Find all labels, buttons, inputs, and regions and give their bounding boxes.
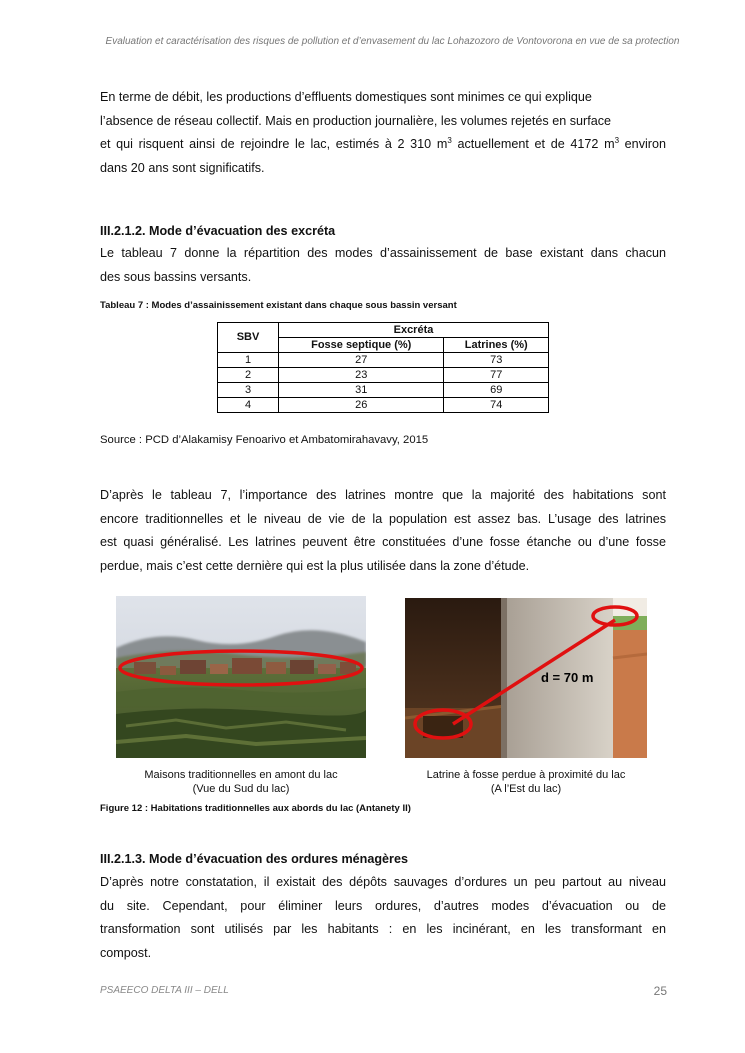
cell-latrines: 74	[444, 398, 549, 413]
paragraph-ordures	[100, 871, 666, 965]
paragraph-table-intro	[100, 242, 666, 289]
table-row	[218, 353, 549, 368]
excreta-table	[217, 322, 549, 413]
table-source: Source : PCD d’Alakamisy Fenoarivo et Ambatomirahavavy, 2015	[100, 434, 429, 446]
right-photo-caption: Latrine à fosse perdue à proximité du lac (A l’Est du lac)	[426, 769, 626, 795]
para-line: Le tableau 7 donne la répartition des modes d’assainissement de base existant dans chacun	[100, 246, 666, 260]
paragraph-latrines	[100, 484, 666, 578]
distance-label: d = 70 m	[541, 670, 594, 685]
cell-latrines: 73	[444, 353, 549, 368]
para-line: des sous bassins versants.	[100, 269, 252, 284]
header-fosse: Fosse septique (%)	[279, 338, 444, 353]
photo-traditional-houses	[116, 596, 366, 758]
para-line: du site. Cependant, pour éliminer leurs ordures, d’autres modes d’évacuation ou de	[100, 898, 666, 913]
paragraph-effluents	[100, 86, 666, 180]
page-number: 25	[653, 984, 667, 998]
table-row	[218, 368, 549, 383]
cell-sbv: 3	[218, 383, 279, 398]
left-photo-caption: Maisons traditionnelles en amont du lac (Vue du Sud du lac)	[144, 769, 338, 795]
para-line: compost.	[100, 945, 152, 960]
photo-latrine	[405, 598, 647, 758]
cell-fosse: 31	[279, 383, 444, 398]
cell-sbv: 1	[218, 353, 279, 368]
para-line: D’après le tableau 7, l’importance des latrines montre que la majorité des habitations sont	[100, 488, 666, 502]
para-line: perdue, mais c’est cette dernière qui est la plus utilisée dans la zone d’étude.	[100, 558, 530, 573]
para-line: En terme de débit, les productions d’effluents domestiques sont minimes ce qui explique	[100, 90, 592, 104]
table-caption: Tableau 7 : Modes d’assainissement existant dans chaque sous bassin versant	[100, 300, 457, 311]
cell-latrines: 77	[444, 368, 549, 383]
latrine-image	[405, 598, 647, 758]
cell-sbv: 4	[218, 398, 279, 413]
running-header: Evaluation et caractérisation des risques de pollution et d’envasement du lac Lohazozoro de Vontovorona en vue de sa protection	[105, 36, 680, 47]
cell-sbv: 2	[218, 368, 279, 383]
para-line: D’après notre constatation, il existait des dépôts sauvages d’ordures un peu partout au niveau	[100, 875, 666, 889]
para-line: dans 20 ans sont significatifs.	[100, 160, 265, 175]
para-line: transformation sont utilisés par les habitants : en les incinérant, en les transformant en	[100, 922, 666, 936]
section-heading-excreta: III.2.1.2. Mode d’évacuation des excréta	[100, 224, 336, 238]
para-line: est quasi généralisé. Les latrines peuvent être constituées d’une fosse étanche ou d’une fosse	[100, 535, 666, 549]
para-line: encore traditionnelles et le niveau de vie de la population est assez bas. L’usage des latrines	[100, 511, 666, 526]
para-line: l’absence de réseau collectif. Mais en production journalière, les volumes rejetés en surface	[100, 113, 612, 128]
header-latrines: Latrines (%)	[444, 338, 549, 353]
houses-landscape-image	[116, 596, 366, 758]
cell-fosse: 23	[279, 368, 444, 383]
figure-caption: Figure 12 : Habitations traditionnelles aux abords du lac (Antanety II)	[100, 803, 411, 814]
footer-project: PSAEECO DELTA III – DELL	[100, 985, 229, 996]
header-sbv: SBV	[218, 323, 279, 353]
cell-latrines: 69	[444, 383, 549, 398]
table-row	[218, 398, 549, 413]
table-row	[218, 383, 549, 398]
cell-fosse: 26	[279, 398, 444, 413]
para-line: et qui risquent ainsi de rejoindre le lac, estimés à 2 310 $m^3$ actuellement et de 4172 $m^3$ environ	[100, 135, 666, 151]
header-excreta: Excréta	[279, 323, 549, 338]
cell-fosse: 27	[279, 353, 444, 368]
section-heading-ordures: III.2.1.3. Mode d’évacuation des ordures ménagères	[100, 852, 408, 866]
